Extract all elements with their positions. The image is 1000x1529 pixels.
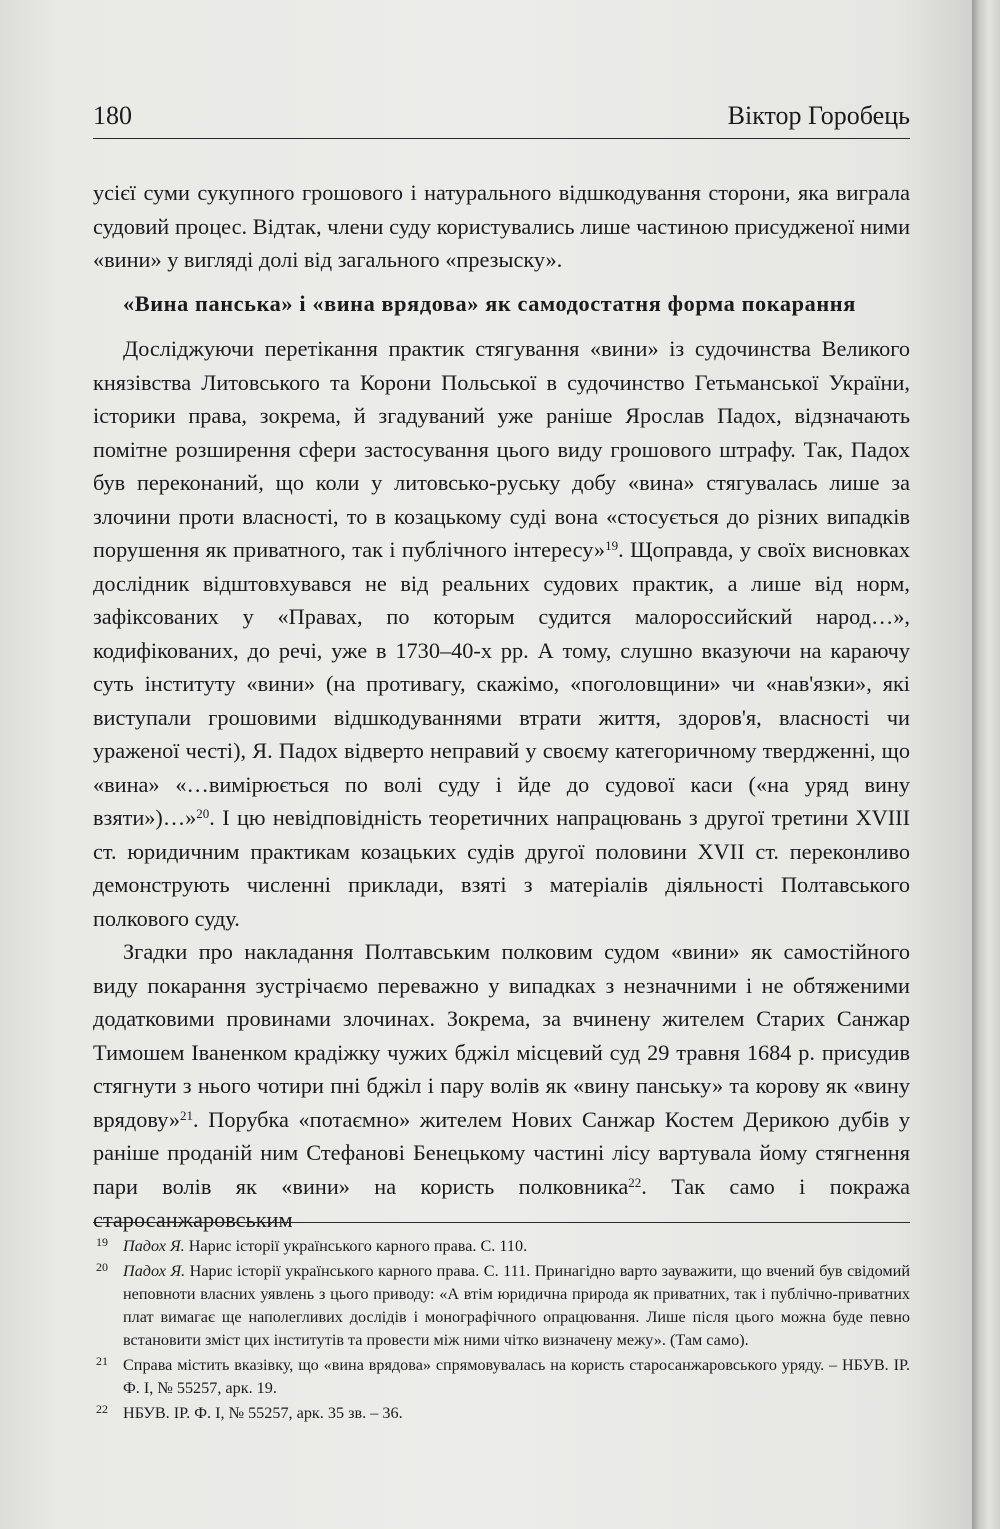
running-title: Віктор Горобець xyxy=(727,101,910,130)
footnote-ref-22[interactable]: 22 xyxy=(628,1174,642,1190)
page-number: 180 xyxy=(93,101,132,130)
footnote-text: НБУВ. ІР. Ф. І, № 55257, арк. 35 зв. – 36. xyxy=(123,1404,403,1422)
paragraph-3-part-a: Згадки про накладання Полтавським полковим судом «вини» як самостійного виду покарання зустрічаємо переважно у випадках з незначними і не обтяженими додатковими провинами злочинах. Зокрема, за вчинену жителем Старих Санжар Тимошем Іваненком крадіжку чужих бджіл місцевий суд 29 травня 1684 р. присудив стягнути з нього чотири пні бджіл і пару волів як «вину панську» та корову як «вину врядову» xyxy=(93,939,910,1132)
section-heading: «Вина панська» і «вина врядова» як самодостатня форма покарання xyxy=(123,290,856,316)
footnote-19 xyxy=(93,1235,910,1258)
footnote-ref-20[interactable]: 20 xyxy=(196,806,210,821)
footnote-number: 22 xyxy=(96,1402,108,1416)
footnote-ref-21[interactable]: 21 xyxy=(180,1107,194,1123)
footnote-number: 20 xyxy=(96,1260,108,1274)
footnote-22 xyxy=(93,1402,910,1425)
footnote-ref-19[interactable]: 19 xyxy=(605,538,619,553)
footnote-number: 21 xyxy=(96,1354,108,1368)
footnote-text: Нарис історії українського карного права. С. 110. xyxy=(184,1237,528,1255)
paragraph-2-part-b: . Щоправда, у своїх висновках дослідник відштовхувався не від реальних судових практик, а лише від норм, зафіксованих у «Правах, по которым судится малороссийский народ…», кодифікованих, до речі, уже в 1730–40-х рр. А тому, слушно вказуючи на караючу суть інституту «вини» (на противагу, скажімо, «поголовщини» чи «нав'язки», які виступали грошовими відшкодуваннями втрати життя, здоров'я, власності чи ураженої честі), Я. Падох відверто неправий у своєму категоричному твердженні, що «вина» «…вимірюється по волі суду і йде до судової каси («на уряд вину взяти»)…» xyxy=(93,537,910,830)
footnotes-block xyxy=(93,1222,910,1427)
footnote-text: Справа містить вказівку, що «вина врядова» спрямовувалась на користь старосанжаровського уряду. – НБУВ. ІР. Ф. І, № 55257, арк. 19. xyxy=(123,1356,910,1397)
paragraph-3 xyxy=(93,935,910,1237)
footnote-text: Нарис історії українського карного права. С. 111. Принагідно варто зауважити, що вчений був свідомий неповноти власних уявлень з цього приводу: «А втім юридична природа як приватних, так і публічно-приватних плат вимагає ще наполегливих дослідів і монографічного опрацювання. Лише після цього можна буде певно встановити зміст цих інститутів та провести між ними чітко визначену межу». (Там само). xyxy=(123,1262,910,1349)
paragraph-3-part-c: . Так само і покража старосанжаровським xyxy=(93,1173,910,1232)
footnote-20 xyxy=(93,1260,910,1352)
paragraph-2-part-c: . І цю невідповідність теоретичних напрацювань з другої третини XVIII ст. юридичним практикам козацьких судів другої половини XVII ст. переконливо демонструють численні приклади, взяті з матеріалів діяльності Полтавського полкового суду. xyxy=(93,805,910,931)
footnote-number: 19 xyxy=(96,1235,108,1249)
paragraph-2 xyxy=(93,332,910,935)
paragraph-1: усієї суми сукупного грошового і натурального відшкодування сторони, яка виграла судовий процес. Відтак, члени суду користувались лише частиною присудженої ними «вини» у вигляді долі від загального «презыску». xyxy=(93,180,910,272)
footnote-21 xyxy=(93,1354,910,1400)
page-edge-shadow xyxy=(972,0,1000,1529)
footnote-author: Падох Я. xyxy=(123,1237,185,1255)
page-header xyxy=(93,96,910,139)
footnote-author: Падох Я. xyxy=(123,1262,186,1280)
main-text xyxy=(93,176,910,1237)
paragraph-3-part-b: . Порубка «потаємно» жителем Нових Санжар Костем Дерикою дубів у раніше проданій ним Стефанові Бенецькому частині лісу вартувала йому стягнення пари волів як «вини» на користь полковника xyxy=(93,1106,910,1199)
paragraph-2-part-a: Досліджуючи перетікання практик стягування «вини» із судочинства Великого князівства Литовського та Корони Польської в судочинство Гетьманської України, історики права, зокрема, й згадуваний уже раніше Ярослав Падох, відзначають помітне розширення сфери застосування цього виду грошового штрафу. Так, Падох був переконаний, що коли у литовсько-руську добу «вина» стягувалась лише за злочини проти власності, то в козацькому суді вона «стосується до різних випадків порушення як приватного, так і публічного інтересу» xyxy=(93,336,910,562)
